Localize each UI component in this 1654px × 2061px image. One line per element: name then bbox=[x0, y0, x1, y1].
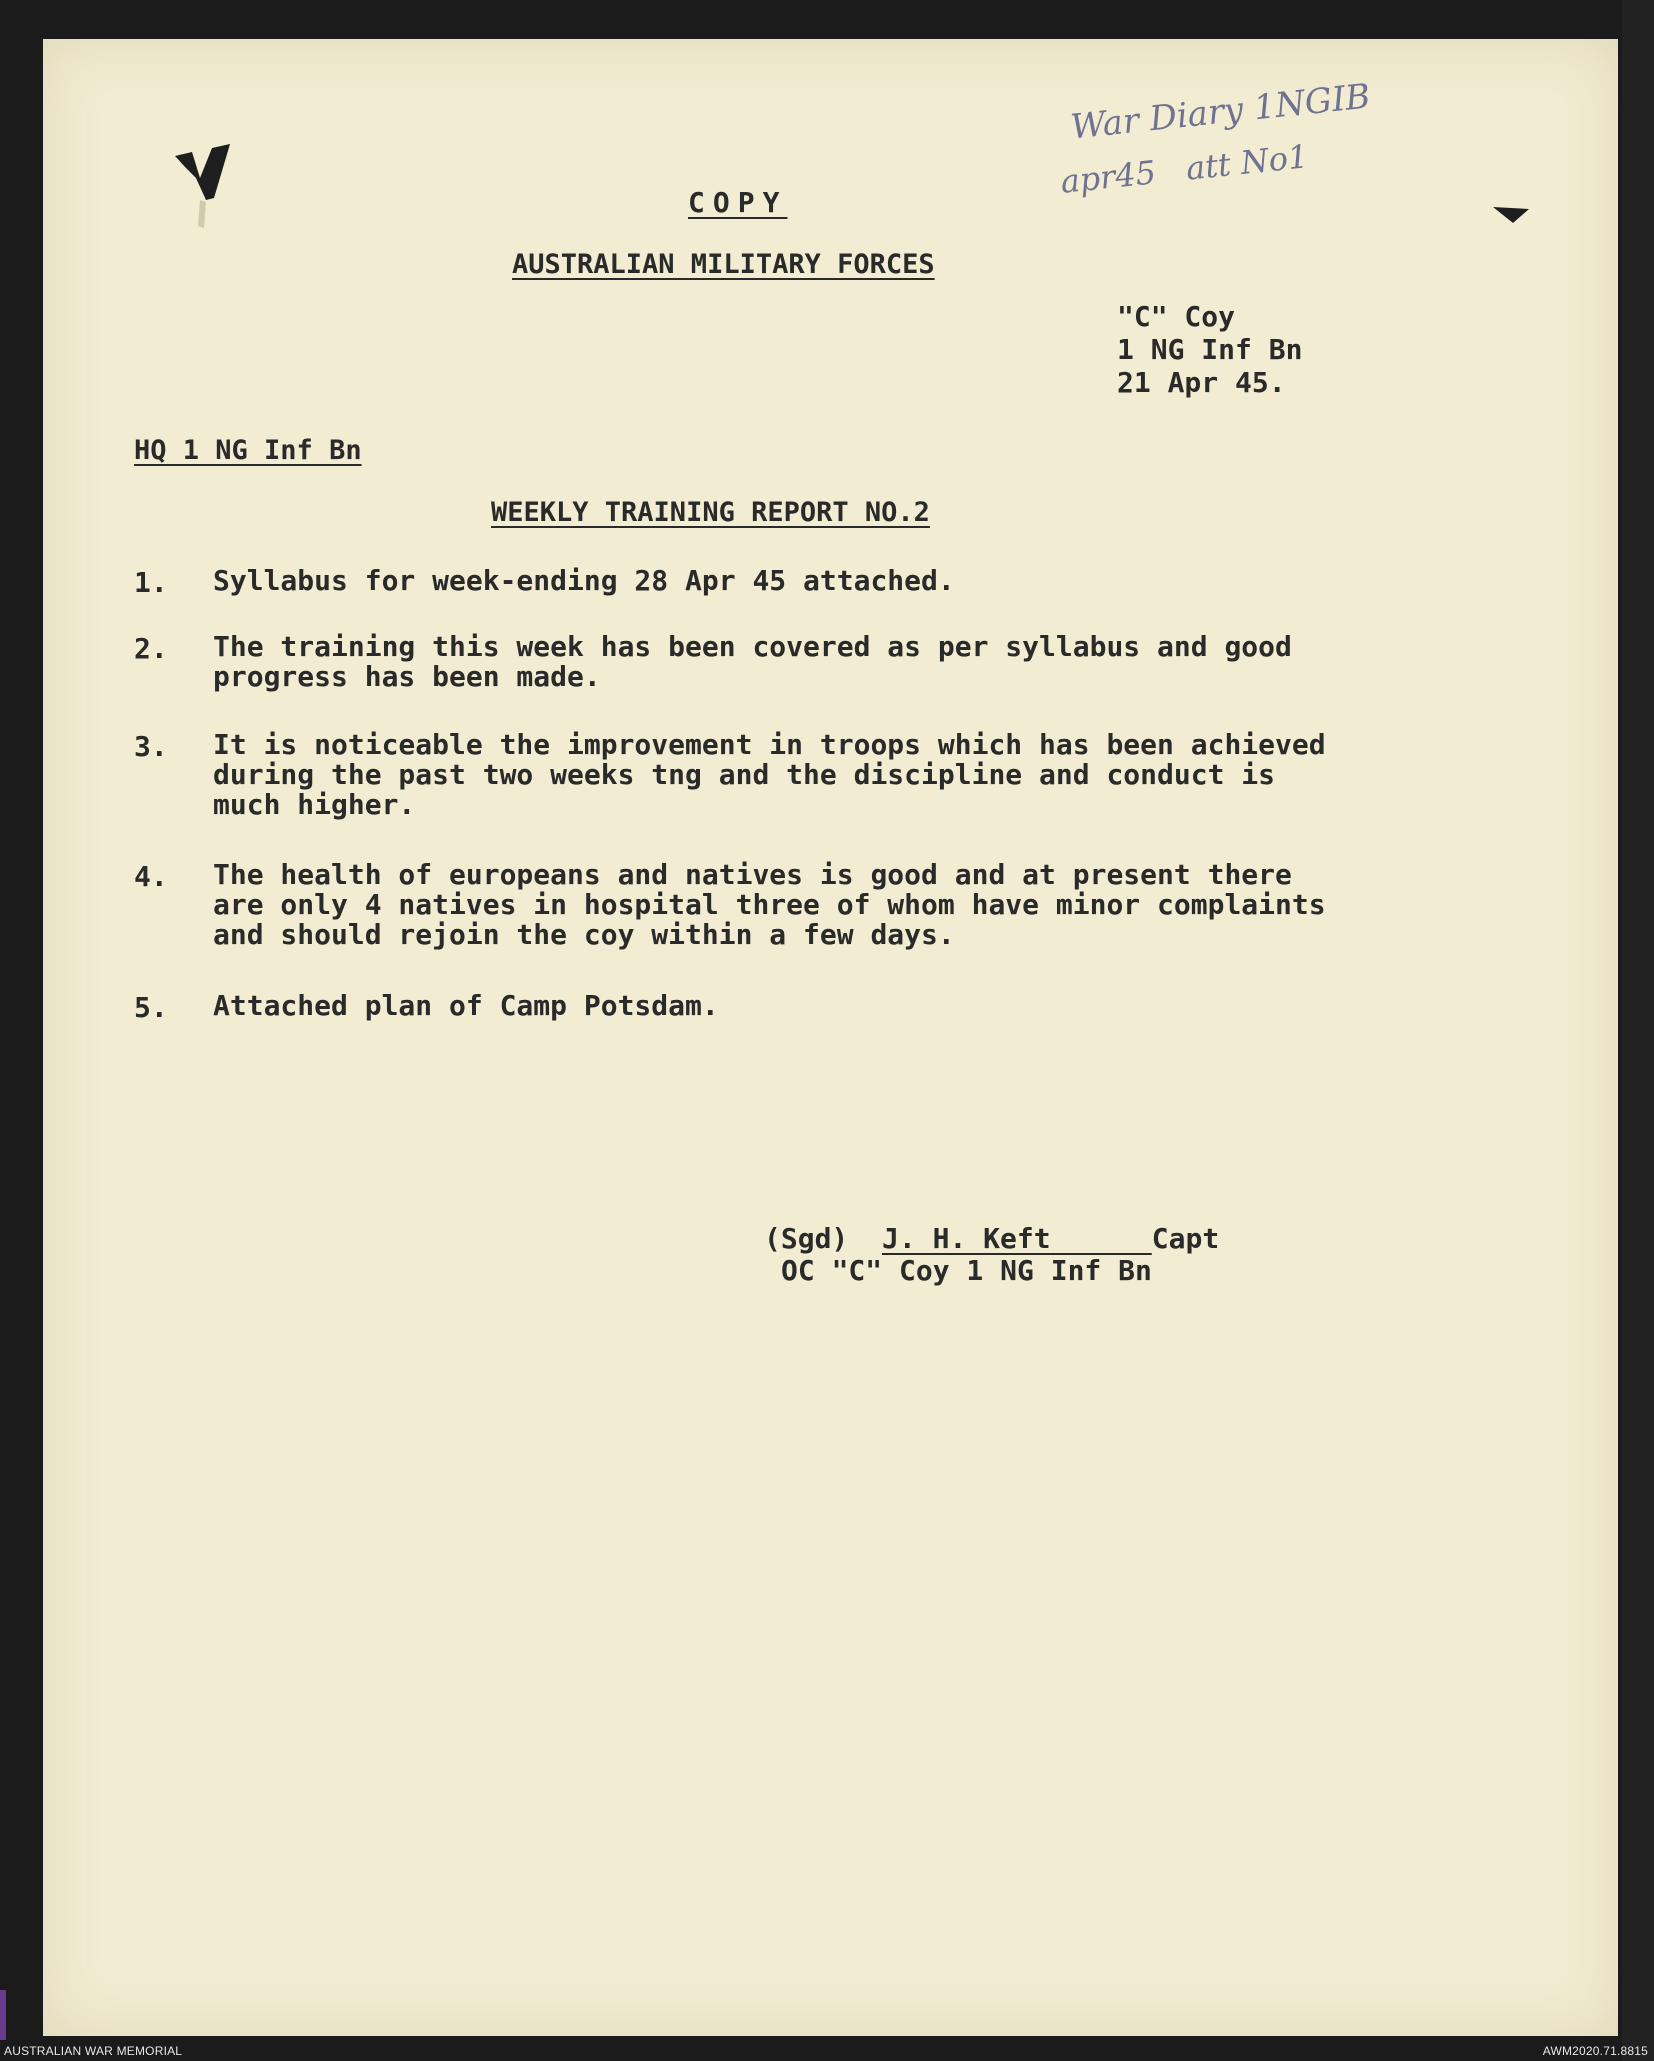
copy-heading: COPY bbox=[688, 186, 788, 219]
handwritten-note-line1: War Diary 1NGIB bbox=[1068, 76, 1373, 148]
from-address bbox=[1117, 300, 1302, 399]
item-number: 5. bbox=[134, 991, 168, 1024]
punch-hole-mark bbox=[170, 138, 250, 248]
scan-edge bbox=[1622, 0, 1654, 2061]
item-text: The training this week has been covered as per syllabus and good progress has been made. bbox=[213, 630, 1292, 693]
signature-line bbox=[764, 1222, 1219, 1255]
address-line: 1 NG Inf Bn bbox=[1117, 333, 1303, 366]
item-text: It is noticeable the improvement in troops which has been achieved during the past two weeks tng and the discipline and conduct is much higher. bbox=[213, 728, 1326, 821]
item-number: 1. bbox=[134, 566, 168, 599]
item-text: Syllabus for week-ending 28 Apr 45 attached. bbox=[213, 564, 955, 597]
item-number: 3. bbox=[134, 730, 168, 763]
signatory-rank: Capt bbox=[1151, 1222, 1220, 1255]
document-page bbox=[43, 39, 1618, 2036]
item-text: The health of europeans and natives is good and at present there are only 4 natives in hospital three of whom have minor complaints and should rejoin the coy within a few days. bbox=[213, 858, 1326, 951]
organization-heading: AUSTRALIAN MILITARY FORCES bbox=[512, 249, 935, 280]
item-number: 2. bbox=[134, 632, 168, 665]
recipient: HQ 1 NG Inf Bn bbox=[134, 435, 362, 466]
arrow-mark bbox=[1493, 203, 1529, 225]
signatory-position: OC "C" Coy 1 NG Inf Bn bbox=[781, 1254, 1152, 1287]
footer-institution: AUSTRALIAN WAR MEMORIAL bbox=[4, 2044, 183, 2058]
color-marker bbox=[0, 1990, 6, 2040]
address-line: 21 Apr 45. bbox=[1117, 366, 1286, 399]
signed-marker: (Sgd) bbox=[764, 1222, 849, 1255]
item-number: 4. bbox=[134, 860, 168, 893]
footer-accession-number: AWM2020.71.8815 bbox=[1542, 2044, 1648, 2058]
signature-rule bbox=[1051, 1222, 1152, 1255]
signatory-name: J. H. Keft bbox=[882, 1222, 1051, 1255]
item-text: Attached plan of Camp Potsdam. bbox=[213, 989, 719, 1022]
handwritten-note-line2: apr45 att No1 bbox=[1058, 137, 1310, 201]
report-title: WEEKLY TRAINING REPORT NO.2 bbox=[491, 497, 930, 528]
address-line: "C" Coy bbox=[1117, 300, 1236, 333]
